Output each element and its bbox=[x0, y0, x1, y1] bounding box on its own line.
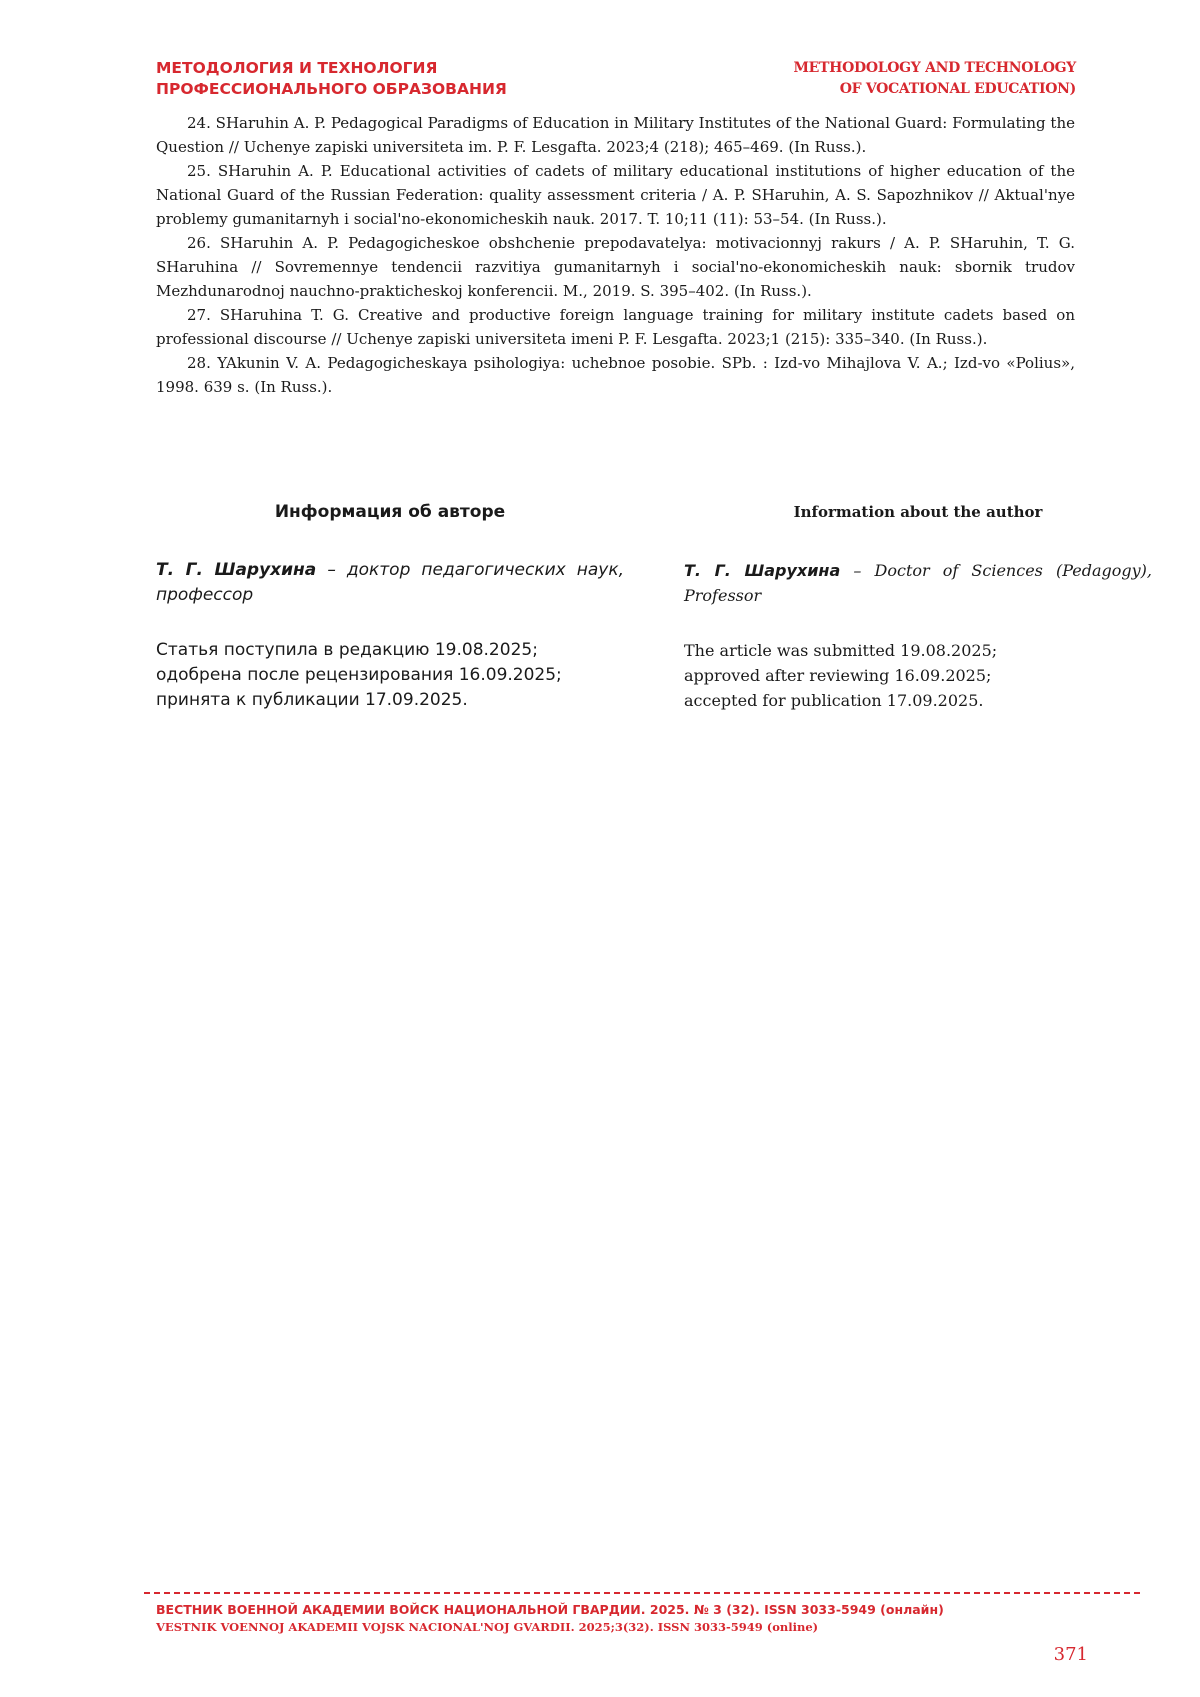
author-description-en bbox=[684, 558, 1152, 608]
accepted-date-ru: принята к публикации 17.09.2025. bbox=[156, 690, 468, 710]
submitted-date-ru: Статья поступила в редакцию 19.08.2025; bbox=[156, 640, 538, 660]
footer-journal-en: VESTNIK VOENNOJ AKADEMII VOJSK NACIONAL'NOJ GVARDII. 2025;3(32). ISSN 3033-5949 (online) bbox=[156, 1620, 819, 1634]
author-name-ru: Т. Г. Шарухина bbox=[156, 560, 317, 580]
author-name-en: Т. Г. Шарухина bbox=[684, 561, 841, 580]
approved-date-en: approved after reviewing 16.09.2025; bbox=[684, 666, 992, 685]
accepted-date-en: accepted for publication 17.09.2025. bbox=[684, 691, 984, 710]
reference-item: 27. SHaruhina T. G. Creative and productive foreign language training for military institute cadets based on professional discourse // Uchenye zapiski universiteta imeni P. F. Lesgafta. 2023;1 (215): 335–340. (In Russ.). bbox=[156, 306, 1075, 348]
author-info-heading-ru: Информация об авторе bbox=[274, 502, 506, 522]
reference-item: 26. SHaruhin A. P. Pedagogicheskoe obshchenie prepodavatelya: motivacionnyj rakurs / A. P. SHaruhin, T. G. SHaruhina // Sovremennye tendencii razvitiya gumanitarnyh i social'no-ekonomicheskih nauk: sbornik trudov Mezhdunarodnoj nauchno-prakticheskoj konferencii. M., 2019. S. 395–402. (In Russ.). bbox=[156, 234, 1075, 300]
article-dates-ru bbox=[156, 638, 624, 713]
author-title-en: – Doctor of Sciences (Pedagogy), Professor bbox=[684, 561, 1153, 605]
header-ru-line-2: ПРОФЕССИОНАЛЬНОГО ОБРАЗОВАНИЯ bbox=[156, 80, 507, 98]
article-dates-en bbox=[684, 638, 1152, 713]
author-title-ru: – доктор педагогических наук, профессор bbox=[156, 560, 625, 605]
header-en-line-1: METHODOLOGY AND TECHNOLOGY bbox=[793, 60, 1076, 76]
approved-date-ru: одобрена после рецензирования 16.09.2025; bbox=[156, 665, 562, 685]
reference-item: 24. SHaruhin A. P. Pedagogical Paradigms of Education in Military Institutes of the National Guard: Formulating the Question // Uchenye zapiski universiteta im. P. F. Lesgafta. 2023;4 (218); 465–469. (In Russ.). bbox=[156, 114, 1075, 156]
reference-item: 28. YAkunin V. A. Pedagogicheskaya psihologiya: uchebnoe posobie. SPb. : Izd-vo Mihajlova V. A.; Izd-vo «Polius», 1998. 639 s. (In Russ.). bbox=[156, 354, 1075, 396]
reference-list bbox=[156, 111, 1075, 399]
author-info-en bbox=[684, 500, 1152, 713]
author-info-ru bbox=[156, 500, 624, 713]
journal-header-ru bbox=[156, 58, 636, 100]
header-en-line-2: OF VOCATIONAL EDUCATION) bbox=[839, 81, 1076, 97]
reference-item: 25. SHaruhin A. P. Educational activities of cadets of military educational institutions of higher education of the National Guard of the Russian Federation: quality assessment criteria / A. P. SHaruhin, A. S. Sapozhnikov // Aktual'nye problemy gumanitarnyh i social'no-ekonomicheskih nauk. 2017. T. 10;11 (11): 53–54. (In Russ.). bbox=[156, 162, 1075, 228]
author-info-heading-en: Information about the author bbox=[793, 503, 1043, 521]
header-ru-line-1: МЕТОДОЛОГИЯ И ТЕХНОЛОГИЯ bbox=[156, 59, 438, 77]
footer-journal-ru: ВЕСТНИК ВОЕННОЙ АКАДЕМИИ ВОЙСК НАЦИОНАЛЬНОЙ ГВАРДИИ. 2025. № 3 (32). ISSN 3033-5949 (онлайн) bbox=[156, 1602, 944, 1617]
page-number: 371 bbox=[1053, 1644, 1088, 1665]
journal-header-en bbox=[596, 58, 1076, 100]
author-description-ru bbox=[156, 558, 624, 608]
footer-divider bbox=[144, 1592, 1140, 1594]
submitted-date-en: The article was submitted 19.08.2025; bbox=[684, 641, 998, 660]
